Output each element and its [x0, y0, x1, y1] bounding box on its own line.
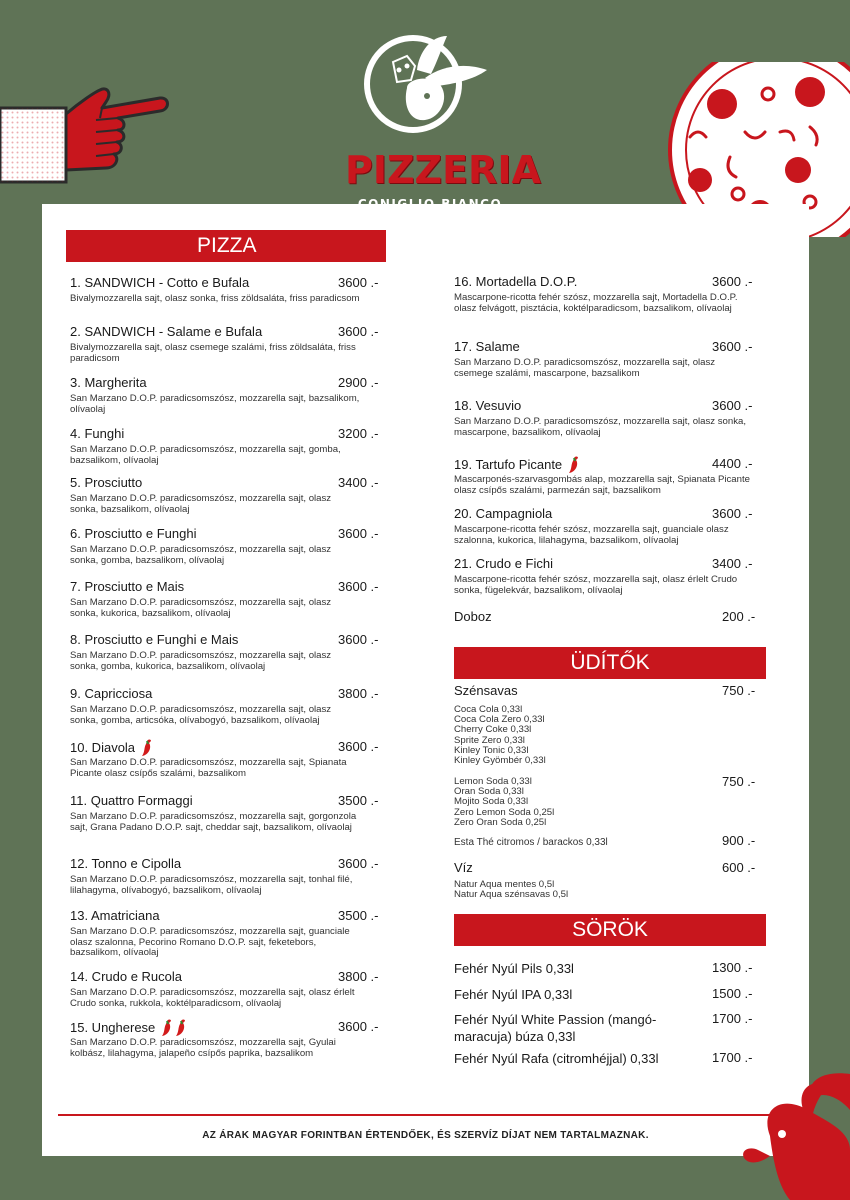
footer-note: AZ ÁRAK MAGYAR FORINTBAN ÉRTENDŐEK, ÉS SZERVÍZ DÍJAT NEM TARTALMAZNAK.	[202, 1130, 649, 1141]
beer-price: 1300 .-	[712, 960, 753, 975]
item-price: 3200 .-	[338, 426, 379, 441]
item-price: 3800 .-	[338, 969, 379, 984]
menu-item	[70, 1019, 400, 1059]
beer-price: 1700 .-	[712, 1050, 753, 1065]
item-description: Mascarpone-ricotta fehér szósz, mozzarella sajt, guanciale olasz szalonna, kukorica, lilahagyma, bazsalikom, olívaolaj	[454, 524, 729, 546]
item-name: 9. Capricciosa	[70, 686, 153, 701]
drink-group-name: Víz	[454, 860, 473, 875]
item-name	[70, 1019, 187, 1037]
item-price: 3600 .-	[712, 398, 753, 413]
item-description: San Marzano D.O.P. paradicsomszósz, mozzarella sajt, gorgonzola sajt, Grana Padano D.O.P. sajt, cheddar sajt, bazsalikom, olívaolaj	[70, 811, 357, 833]
drink-item: Oran Soda 0,33l	[454, 786, 524, 798]
chili-icon	[159, 1019, 173, 1037]
brand-logo	[345, 22, 541, 200]
drink-item: Esta Thé citromos / barackos 0,33l	[454, 837, 608, 848]
brand-title: PIZZERIA	[345, 148, 541, 192]
item-price: 3600 .-	[712, 339, 753, 354]
item-price: 2900 .-	[338, 375, 379, 390]
item-name: 6. Prosciutto e Funghi	[70, 526, 197, 541]
item-price: 3600 .-	[338, 579, 379, 594]
menu-item	[454, 609, 784, 625]
item-description: San Marzano D.O.P. paradicsomszósz, mozzarella sajt, gomba, bazsalikom, olívaolaj	[70, 444, 341, 466]
item-description: San Marzano D.O.P. paradicsomszósz, mozzarella sajt, olasz érlelt Crudo sonka, rukkola, koktélparadicsom, olívaolaj	[70, 987, 355, 1009]
item-price: 3600 .-	[338, 526, 379, 541]
item-name: 2. SANDWICH - Salame e Bufala	[70, 324, 263, 339]
item-description: San Marzano D.O.P. paradicsomszósz, mozzarella sajt, bazsalikom, olívaolaj	[70, 393, 360, 415]
menu-item	[70, 475, 400, 515]
chili-icon	[173, 1019, 187, 1037]
section-header-uditok: ÜDÍTŐK	[454, 647, 766, 679]
item-name: 11. Quattro Formaggi	[70, 793, 193, 808]
item-name-text: 19. Tartufo Picante	[454, 457, 563, 472]
menu-item	[70, 632, 400, 672]
drink-list	[454, 880, 568, 900]
item-price: 3500 .-	[338, 793, 379, 808]
item-description: Bivalymozzarella sajt, olasz sonka, friss zöldsaláta, friss paradicsom	[70, 293, 360, 304]
drink-item: Zero Lemon Soda 0,25l	[454, 806, 555, 818]
item-description: Mascarponés-szarvasgombás alap, mozzarella sajt, Spianata Picante olasz csípős szalámi, parmezán sajt, bazsalikom	[454, 474, 750, 496]
item-name-text: 10. Diavola	[70, 740, 136, 755]
menu-item	[70, 908, 400, 959]
drink-item: Coca Cola Zero 0,33l	[454, 714, 545, 726]
beer-price: 1500 .-	[712, 986, 753, 1001]
item-price: 3600 .-	[712, 506, 753, 521]
rabbit-illustration-icon	[700, 1070, 850, 1200]
menu-item	[70, 739, 400, 779]
item-name: 8. Prosciutto e Funghi e Mais	[70, 632, 239, 647]
item-name: Doboz	[454, 609, 492, 624]
item-description: San Marzano D.O.P. paradicsomszósz, mozzarella sajt, tonhal filé, lilahagyma, olívabogyó, bazsalikom, olívaolaj	[70, 874, 353, 896]
rabbit-logo-icon	[345, 22, 515, 150]
item-description: San Marzano D.O.P. paradicsomszósz, mozzarella sajt, olasz sonka, gomba, bazsalikom, olívaolaj	[70, 544, 332, 566]
item-name: 12. Tonno e Cipolla	[70, 856, 182, 871]
menu-item	[70, 969, 400, 1009]
menu-item	[454, 398, 784, 438]
item-price: 3400 .-	[712, 556, 753, 571]
menu-item	[70, 686, 400, 726]
item-description: Mascarpone-ricotta fehér szósz, mozzarella sajt, Mortadella D.O.P. olasz felvágott, pisztácia, koktélparadicsom, bazsalikom, olívaolaj	[454, 292, 738, 314]
drink-item: Kinley Tonic 0,33l	[454, 744, 529, 756]
drink-item: Natur Aqua mentes 0,5l	[454, 879, 555, 890]
drink-list	[454, 705, 546, 766]
item-name: 7. Prosciutto e Mais	[70, 579, 185, 594]
item-price: 3600 .-	[338, 324, 379, 339]
beer-name: Fehér Nyúl White Passion (mangó-maracuja) búza 0,33l	[454, 1012, 657, 1044]
drink-group-price: 600 .-	[722, 860, 756, 875]
item-price: 3600 .-	[338, 1019, 379, 1034]
menu-item	[70, 793, 400, 833]
item-price: 4400 .-	[712, 456, 753, 471]
drink-item: Natur Aqua szénsavas 0,5l	[454, 889, 569, 901]
section-header-pizza: PIZZA	[66, 230, 386, 262]
item-price: 200 .-	[722, 609, 756, 624]
drink-item: Coca Cola 0,33l	[454, 704, 523, 715]
drink-group-price: 750 .-	[722, 683, 756, 698]
drink-item: Zero Oran Soda 0,25l	[454, 816, 547, 828]
menu-item	[70, 375, 400, 415]
pointing-hand-icon	[0, 80, 175, 190]
drink-item: Kinley Gyömbér 0,33l	[454, 755, 546, 767]
item-name: 14. Crudo e Rucola	[70, 969, 183, 984]
item-price: 3600 .-	[338, 856, 379, 871]
chili-icon	[566, 456, 580, 474]
drink-group-name: Szénsavas	[454, 683, 518, 698]
item-price: 3500 .-	[338, 908, 379, 923]
menu-item	[454, 339, 784, 379]
item-description: San Marzano D.O.P. paradicsomszósz, mozzarella sajt, olasz sonka, gomba, kukorica, bazsalikom, olívaolaj	[70, 650, 332, 672]
item-name	[454, 456, 580, 474]
drink-item: Sprite Zero 0,33l	[454, 734, 525, 746]
item-description: San Marzano D.O.P. paradicsomszósz, mozzarella sajt, olasz sonka, kukorica, bazsalikom, olívaolaj	[70, 597, 332, 619]
item-name: 18. Vesuvio	[454, 398, 522, 413]
menu-item	[70, 526, 400, 566]
item-name: 17. Salame	[454, 339, 520, 354]
beer-price: 1700 .-	[712, 1011, 753, 1026]
item-name: 16. Mortadella D.O.P.	[454, 274, 578, 289]
item-name: 5. Prosciutto	[70, 475, 143, 490]
drink-item: Mojito Soda 0,33l	[454, 796, 529, 808]
item-name: 3. Margherita	[70, 375, 147, 390]
item-description: San Marzano D.O.P. paradicsomszósz, mozzarella sajt, olasz csemege szalámi, mascarpone, bazsalikom	[454, 357, 716, 379]
menu-item	[454, 456, 784, 496]
item-name-text: 15. Ungherese	[70, 1020, 156, 1035]
item-description: San Marzano D.O.P. paradicsomszósz, mozzarella sajt, olasz sonka, gomba, articsóka, olívabogyó, bazsalikom, olívaolaj	[70, 704, 332, 726]
beer-name: Fehér Nyúl Rafa (citromhéjjal) 0,33l	[454, 1051, 659, 1066]
section-header-sorok: SÖRÖK	[454, 914, 766, 946]
menu-item	[454, 274, 784, 314]
drink-item: Lemon Soda 0,33l	[454, 776, 532, 787]
item-name	[70, 739, 153, 757]
item-description: San Marzano D.O.P. paradicsomszósz, mozzarella sajt, olasz sonka, mascarpone, bazsalikom, olívaolaj	[454, 416, 747, 438]
drink-list	[454, 777, 554, 828]
item-description: Mascarpone-ricotta fehér szósz, mozzarella sajt, olasz érlelt Crudo sonka, fügelekvár, bazsalikom, olívaolaj	[454, 574, 738, 596]
menu-item	[70, 579, 400, 619]
item-description: San Marzano D.O.P. paradicsomszósz, mozzarella sajt, guanciale olasz szalonna, Pecorino Romano D.O.P. sajt, feketebors, bazsalikom, olívaolaj	[70, 926, 350, 959]
item-price: 3400 .-	[338, 475, 379, 490]
beer-name: Fehér Nyúl IPA 0,33l	[454, 987, 573, 1002]
drink-group-price: 750 .-	[722, 774, 756, 789]
item-price: 3600 .-	[338, 739, 379, 754]
menu-item	[70, 275, 400, 305]
item-price: 3600 .-	[338, 275, 379, 290]
item-name: 4. Funghi	[70, 426, 125, 441]
menu-item	[70, 324, 400, 364]
item-name: 13. Amatriciana	[70, 908, 160, 923]
beer-name: Fehér Nyúl Pils 0,33l	[454, 961, 574, 976]
item-price: 3600 .-	[712, 274, 753, 289]
menu-paper	[42, 204, 809, 1156]
item-name: 1. SANDWICH - Cotto e Bufala	[70, 275, 250, 290]
drink-item: Cherry Coke 0,33l	[454, 724, 532, 736]
item-price: 3600 .-	[338, 632, 379, 647]
menu-item	[454, 556, 784, 596]
menu-item	[454, 506, 784, 546]
item-price: 3800 .-	[338, 686, 379, 701]
menu-item	[70, 856, 400, 896]
item-description: San Marzano D.O.P. paradicsomszósz, mozzarella sajt, Gyulai kolbász, lilahagyma, jalapeño csípős paprika, bazsalikom	[70, 1037, 336, 1059]
chili-icon	[139, 739, 153, 757]
item-description: San Marzano D.O.P. paradicsomszósz, mozzarella sajt, Spianata Picante olasz csípős szalámi, bazsalikom	[70, 757, 347, 779]
item-description: Bivalymozzarella sajt, olasz csemege szalámi, friss zöldsaláta, friss paradicsom	[70, 342, 356, 364]
item-name: 20. Campagniola	[454, 506, 553, 521]
footer-divider	[58, 1114, 793, 1116]
item-name: 21. Crudo e Fichi	[454, 556, 553, 571]
menu-item	[70, 426, 400, 466]
drink-group-price: 900 .-	[722, 833, 756, 848]
item-description: San Marzano D.O.P. paradicsomszósz, mozzarella sajt, olasz sonka, bazsalikom, olívaolaj	[70, 493, 332, 515]
